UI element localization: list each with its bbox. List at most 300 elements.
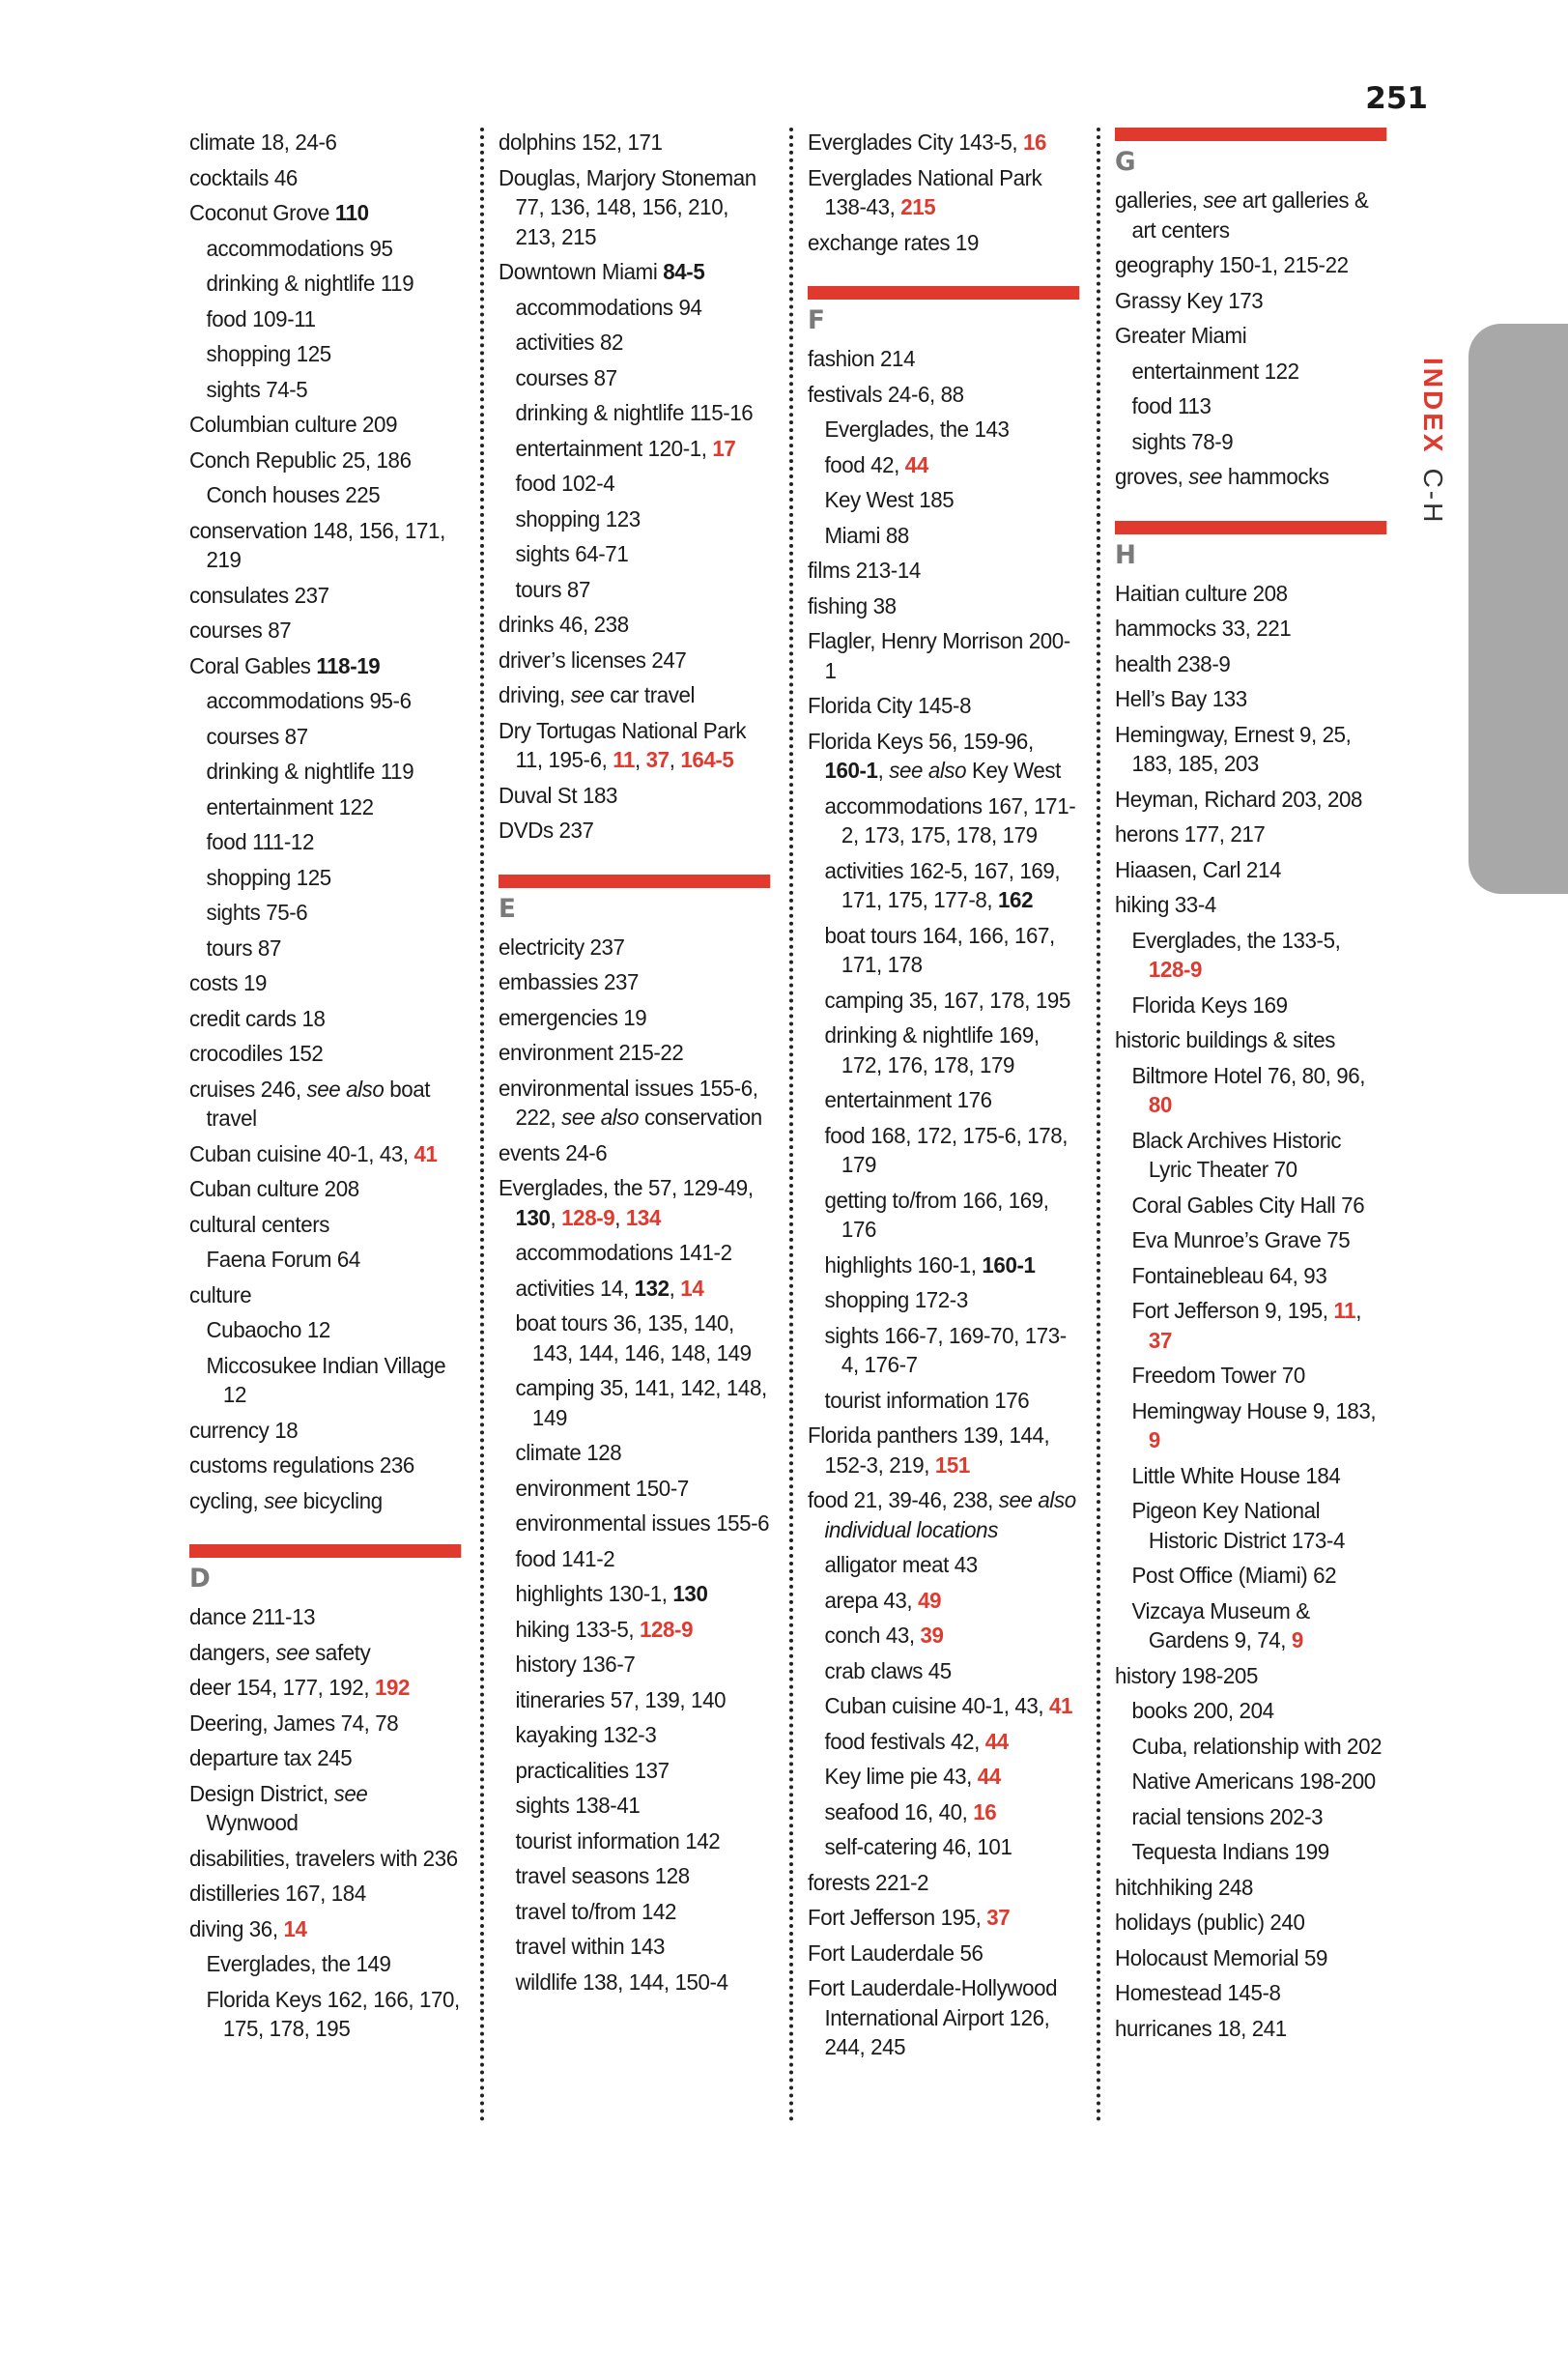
index-subentry xyxy=(189,934,461,963)
map-page-ref: 49 xyxy=(918,1587,942,1613)
index-entry xyxy=(1115,855,1386,885)
index-entry xyxy=(808,626,1079,685)
side-tab-range-text: C-H xyxy=(1418,468,1448,526)
index-column-2 xyxy=(499,128,770,2002)
entry-text: Douglas, Marjory Stoneman 77, 136, 148, 156, 210, 213, 215 xyxy=(499,164,756,249)
index-subentry xyxy=(499,1756,770,1786)
main-page-ref: 132 xyxy=(634,1275,670,1301)
entry-text: travel within 143 xyxy=(515,1934,666,1959)
index-entry xyxy=(189,1039,461,1069)
index-entry xyxy=(808,163,1079,222)
index-entry xyxy=(1115,684,1386,714)
entry-text: Dry Tortugas National Park 11, 195-6, xyxy=(499,717,747,772)
index-entry xyxy=(189,445,461,475)
index-subentry xyxy=(808,485,1079,515)
index-entry xyxy=(1115,614,1386,644)
entry-text: courses 87 xyxy=(189,618,292,643)
section-red-bar xyxy=(1115,128,1386,141)
entry-text: sights 74-5 xyxy=(206,376,308,402)
index-entry xyxy=(499,933,770,963)
map-page-ref: 128-9 xyxy=(561,1204,615,1230)
entry-text: diving 36, xyxy=(189,1915,284,1941)
entry-text: Coral Gables City Hall 76 xyxy=(1131,1192,1365,1218)
map-page-ref: 9 xyxy=(1291,1627,1303,1652)
entry-text: sights 78-9 xyxy=(1131,428,1234,454)
entry-text: see xyxy=(333,1780,368,1806)
entry-text: , xyxy=(550,1204,562,1230)
entry-text: courses 87 xyxy=(515,364,617,390)
entry-text: Biltmore Hotel 76, 80, 96, xyxy=(1131,1062,1366,1088)
index-subentry xyxy=(499,1308,770,1367)
index-subentry xyxy=(1115,1732,1386,1762)
index-entry xyxy=(499,1138,770,1168)
index-subentry xyxy=(189,375,461,405)
entry-text: Haitian culture 208 xyxy=(1115,580,1288,606)
map-page-ref: 11 xyxy=(1333,1298,1356,1323)
index-entry xyxy=(808,1868,1079,1898)
index-column-1 xyxy=(189,128,461,2050)
index-subentry xyxy=(189,1245,461,1275)
index-entry xyxy=(189,516,461,575)
entry-text: cocktails 46 xyxy=(189,164,298,190)
entry-text: galleries, xyxy=(1115,187,1204,213)
index-entry xyxy=(1115,186,1386,244)
index-subentry xyxy=(189,269,461,299)
index-subentry xyxy=(1115,1461,1386,1491)
entry-text: boat tours 36, 135, 140, 143, 144, 146, 148, 149 xyxy=(515,1310,752,1365)
map-page-ref: 134 xyxy=(625,1204,661,1230)
index-entry xyxy=(189,1779,461,1838)
main-page-ref: 130 xyxy=(672,1581,708,1606)
entry-text: festivals 24-6, 88 xyxy=(808,381,964,407)
main-page-ref: 162 xyxy=(998,887,1034,912)
entry-text: Holocaust Memorial 59 xyxy=(1115,1944,1328,1970)
index-section xyxy=(189,1544,461,2044)
entry-text: art galleries & art centers xyxy=(1131,187,1369,243)
entry-text: environmental issues 155-6, 222, xyxy=(499,1075,758,1130)
index-subentry xyxy=(808,415,1079,445)
entry-text: food festivals 42, xyxy=(824,1728,985,1754)
index-entry xyxy=(499,680,770,710)
entry-text: arepa 43, xyxy=(824,1587,919,1613)
entry-text: activities 14, xyxy=(515,1275,635,1301)
entry-text: cultural centers xyxy=(189,1211,330,1237)
entry-text: hitchhiking 248 xyxy=(1115,1874,1254,1900)
entry-text: Cubaocho 12 xyxy=(206,1317,330,1342)
index-entry xyxy=(189,1139,461,1169)
section-letter: H xyxy=(1115,539,1136,570)
entry-text: driver’s licenses 247 xyxy=(499,646,687,673)
index-entry xyxy=(1115,1908,1386,1938)
entry-text: Native Americans 198-200 xyxy=(1131,1768,1376,1794)
index-subentry xyxy=(189,757,461,787)
index-entry xyxy=(1115,579,1386,609)
index-entry xyxy=(499,1038,770,1068)
index-subentry xyxy=(1115,1296,1386,1355)
entry-text: Fort Lauderdale 56 xyxy=(808,1939,984,1966)
entry-text: climate 128 xyxy=(515,1440,622,1465)
index-entry xyxy=(189,1416,461,1446)
index-subentry xyxy=(808,1832,1079,1862)
entry-text: Conch Republic 25, 186 xyxy=(189,446,412,473)
entry-text: food 21, 39-46, 238, xyxy=(808,1487,999,1512)
main-page-ref: 160-1 xyxy=(982,1251,1036,1278)
entry-text: , xyxy=(877,758,890,783)
entry-text: bicycling xyxy=(297,1487,383,1513)
entry-text: Eva Munroe’s Grave 75 xyxy=(1131,1227,1351,1252)
index-entry xyxy=(1115,250,1386,280)
column-divider xyxy=(789,128,793,2123)
entry-text: Florida Keys 169 xyxy=(1131,991,1288,1018)
main-page-ref: 84-5 xyxy=(663,259,705,284)
entry-text: seafood 16, 40, xyxy=(824,1798,974,1824)
index-subentry xyxy=(499,1474,770,1504)
index-subentry xyxy=(808,521,1079,551)
entry-text: activities 82 xyxy=(515,330,623,355)
entry-text: consulates 237 xyxy=(189,582,329,608)
entry-text: Key West 185 xyxy=(824,487,955,512)
entry-text: sights 138-41 xyxy=(515,1793,641,1818)
index-subentry xyxy=(189,1351,461,1410)
index-entry xyxy=(189,1638,461,1668)
index-subentry xyxy=(1115,1126,1386,1185)
map-page-ref: 215 xyxy=(900,194,936,219)
map-page-ref: 44 xyxy=(984,1728,1009,1754)
entry-text: self-catering 46, 101 xyxy=(824,1834,1012,1859)
index-subentry xyxy=(499,1274,770,1304)
index-entry xyxy=(808,727,1079,786)
index-entry xyxy=(499,781,770,811)
entry-text: environment 215-22 xyxy=(499,1040,684,1065)
entry-text: , xyxy=(635,747,646,772)
index-subentry xyxy=(499,504,770,534)
entry-text: see xyxy=(275,1639,310,1665)
index-entry xyxy=(189,651,461,681)
page-number: 251 xyxy=(1365,81,1428,116)
map-page-ref: 44 xyxy=(977,1764,1001,1789)
column-divider xyxy=(480,128,484,2123)
index-subentry xyxy=(189,234,461,264)
entry-text: Post Office (Miami) 62 xyxy=(1131,1563,1337,1588)
entry-text: emergencies 19 xyxy=(499,1004,647,1030)
entry-text: driving, xyxy=(499,682,571,707)
entry-text: Everglades, the 133-5, xyxy=(1131,927,1341,953)
index-subentry xyxy=(808,856,1079,915)
entry-text: Hemingway, Ernest 9, 25, 183, 185, 203 xyxy=(1115,721,1352,776)
index-subentry xyxy=(1115,1261,1386,1291)
entry-text: crocodiles 152 xyxy=(189,1041,324,1066)
index-entry xyxy=(1115,286,1386,316)
index-entry xyxy=(808,1421,1079,1480)
index-entry xyxy=(189,1709,461,1738)
index-entry xyxy=(1115,2014,1386,2044)
index-entry xyxy=(499,163,770,252)
index-subentry xyxy=(189,1949,461,1979)
index-subentry xyxy=(1115,1225,1386,1255)
index-entry xyxy=(1115,321,1386,351)
index-subentry xyxy=(499,1968,770,1997)
index-subentry xyxy=(499,1544,770,1574)
entry-text: herons 177, 217 xyxy=(1115,821,1266,847)
entry-text: embassies 237 xyxy=(499,969,640,994)
entry-text: Hiaasen, Carl 214 xyxy=(1115,856,1281,882)
entry-text: sights 166-7, 169-70, 173-4, 176-7 xyxy=(824,1322,1067,1377)
index-section xyxy=(1115,521,1386,2044)
entry-text: climate 18, 24-6 xyxy=(189,129,337,155)
entry-text: boat tours 164, 166, 167, 171, 178 xyxy=(824,922,1055,977)
entry-text: accommodations 95-6 xyxy=(206,688,412,713)
index-subentry xyxy=(808,1085,1079,1115)
entry-text: car travel xyxy=(604,682,696,707)
entry-text: kayaking 132-3 xyxy=(515,1722,657,1747)
entry-text: , xyxy=(1355,1298,1362,1323)
index-subentry xyxy=(189,480,461,510)
index-entry xyxy=(189,410,461,440)
column-divider xyxy=(1097,128,1100,2123)
entry-text: Cuban cuisine 40-1, 43, xyxy=(189,1140,414,1166)
entry-text: conservation xyxy=(639,1105,762,1130)
entry-text: health 238-9 xyxy=(1115,650,1231,676)
entry-text: accommodations 141-2 xyxy=(515,1240,732,1265)
entry-text: Freedom Tower 70 xyxy=(1131,1363,1305,1388)
entry-text: boat travel xyxy=(206,1076,431,1131)
entry-text: activities 162-5, 167, 169, 171, 175, 177-8, xyxy=(824,857,1061,912)
entry-text: deer 154, 177, 192, xyxy=(189,1675,375,1700)
entry-text: Miccosukee Indian Village 12 xyxy=(206,1352,446,1407)
index-entry xyxy=(189,128,461,158)
section-red-bar xyxy=(808,286,1079,300)
index-subentry xyxy=(499,1861,770,1891)
index-section xyxy=(808,286,1079,2062)
map-page-ref: 164-5 xyxy=(680,747,734,772)
index-subentry xyxy=(808,450,1079,480)
index-entry xyxy=(499,610,770,640)
index-entry xyxy=(1115,649,1386,679)
map-page-ref: 37 xyxy=(645,747,670,772)
side-tab-index-text: INDEX xyxy=(1418,358,1448,455)
entry-text: wildlife 138, 144, 150-4 xyxy=(515,1968,728,1995)
entry-text: Fontainebleau 64, 93 xyxy=(1131,1262,1327,1288)
entry-text: Cuban culture 208 xyxy=(189,1176,359,1201)
entry-text: Everglades, the 149 xyxy=(206,1951,391,1976)
index-entry xyxy=(808,128,1079,158)
index-subentry xyxy=(189,1985,461,2044)
entry-text: Deering, James 74, 78 xyxy=(189,1710,399,1736)
entry-text: history 136-7 xyxy=(515,1652,636,1677)
index-subentry xyxy=(189,792,461,822)
entry-text: sights 75-6 xyxy=(206,900,308,925)
entry-text: Heyman, Richard 203, 208 xyxy=(1115,786,1363,812)
entry-text: historic buildings & sites xyxy=(1115,1027,1335,1052)
index-subentry xyxy=(499,1238,770,1268)
entry-text: Key lime pie 43, xyxy=(824,1764,978,1789)
entry-text: Everglades, the 57, 129-49, xyxy=(499,1175,754,1200)
entry-text: fashion 214 xyxy=(808,346,916,371)
entry-text: Florida Keys 162, 166, 170, 175, 178, 195 xyxy=(206,1986,460,2041)
entry-text: cycling, xyxy=(189,1487,265,1513)
entry-text: credit cards 18 xyxy=(189,1005,326,1031)
index-entry xyxy=(189,163,461,193)
entry-text: Key West xyxy=(966,758,1061,783)
map-page-ref: 128-9 xyxy=(1148,957,1203,982)
entry-text: see also xyxy=(889,758,967,783)
index-subentry xyxy=(499,1791,770,1821)
index-subentry xyxy=(808,1550,1079,1580)
entry-text: entertainment 122 xyxy=(206,793,374,819)
index-section xyxy=(499,128,770,846)
index-entry xyxy=(189,616,461,646)
entry-text: Black Archives Historic Lyric Theater 70 xyxy=(1131,1127,1342,1182)
entry-text: see xyxy=(264,1487,298,1513)
index-subentry xyxy=(189,1315,461,1345)
index-subentry xyxy=(499,1826,770,1856)
entry-text: , xyxy=(669,1275,681,1301)
map-page-ref: 9 xyxy=(1148,1427,1160,1452)
index-subentry xyxy=(189,863,461,893)
index-entry xyxy=(1115,1873,1386,1903)
map-page-ref: 128-9 xyxy=(639,1616,694,1642)
main-page-ref: 160-1 xyxy=(824,758,878,783)
map-page-ref: 16 xyxy=(973,1798,997,1824)
index-subentry xyxy=(499,539,770,569)
index-subentry xyxy=(808,1321,1079,1380)
entry-text: electricity 237 xyxy=(499,934,625,960)
index-subentry xyxy=(499,1650,770,1680)
entry-text: disabilities, travelers with 236 xyxy=(189,1845,458,1871)
section-letter: D xyxy=(189,1564,211,1594)
index-subentry xyxy=(808,1621,1079,1651)
entry-text: dolphins 152, 171 xyxy=(499,129,663,155)
entry-text: environmental issues 155-6 xyxy=(515,1510,770,1536)
index-subentry xyxy=(499,293,770,323)
index-side-tab xyxy=(1468,324,1568,894)
entry-text: Grassy Key 173 xyxy=(1115,287,1264,313)
entry-text: see also xyxy=(561,1105,640,1130)
entry-text: forests 221-2 xyxy=(808,1869,929,1895)
entry-text: , xyxy=(614,1204,626,1230)
entry-text: Tequesta Indians 199 xyxy=(1131,1839,1329,1864)
map-page-ref: 41 xyxy=(1049,1693,1073,1718)
entry-text: travel seasons 128 xyxy=(515,1863,690,1888)
index-entry xyxy=(808,591,1079,621)
entry-text: travel to/from 142 xyxy=(515,1898,677,1924)
index-subentry xyxy=(1115,1061,1386,1120)
index-subentry xyxy=(808,1691,1079,1721)
index-section xyxy=(499,875,770,1997)
entry-text: distilleries 167, 184 xyxy=(189,1881,366,1906)
index-subentry xyxy=(189,686,461,716)
entry-text: hammocks xyxy=(1222,464,1329,489)
index-subentry xyxy=(499,1615,770,1645)
entry-text: Homestead 145-8 xyxy=(1115,1980,1281,2005)
entry-text: Wynwood xyxy=(206,1810,299,1835)
index-entry xyxy=(499,816,770,846)
entry-text: Vizcaya Museum & Gardens 9, 74, xyxy=(1131,1597,1310,1652)
index-subentry xyxy=(189,304,461,334)
index-subentry xyxy=(499,575,770,605)
entry-text: food 42, xyxy=(824,451,905,477)
index-subentry xyxy=(1115,1561,1386,1591)
index-subentry xyxy=(1115,1696,1386,1726)
index-subentry xyxy=(189,722,461,752)
entry-text: Miami 88 xyxy=(824,522,909,548)
map-page-ref: 192 xyxy=(374,1675,411,1700)
index-subentry xyxy=(499,328,770,358)
index-subentry xyxy=(808,1186,1079,1245)
index-entry xyxy=(189,198,461,228)
index-subentry xyxy=(1115,1496,1386,1555)
index-entry xyxy=(1115,720,1386,779)
entry-text: accommodations 167, 171-2, 173, 175, 178, 179 xyxy=(824,792,1076,848)
index-subentry xyxy=(189,827,461,857)
entry-text: practicalities 137 xyxy=(515,1757,670,1783)
entry-text: Fort Jefferson 9, 195, xyxy=(1131,1298,1334,1323)
index-subentry xyxy=(1115,1802,1386,1832)
entry-text: tours 87 xyxy=(515,576,590,602)
map-page-ref: 14 xyxy=(680,1275,704,1301)
index-subentry xyxy=(499,1508,770,1538)
section-letter: F xyxy=(808,305,825,335)
index-entry xyxy=(189,968,461,998)
entry-text: Fort Jefferson 195, xyxy=(808,1905,987,1930)
index-entry xyxy=(499,1074,770,1133)
map-page-ref: 44 xyxy=(904,451,928,477)
entry-text: food 102-4 xyxy=(515,471,615,496)
map-page-ref: 37 xyxy=(986,1905,1011,1930)
section-red-bar xyxy=(189,1544,461,1558)
entry-text: tourist information 142 xyxy=(515,1827,721,1853)
index-subentry xyxy=(1115,427,1386,457)
map-page-ref: 37 xyxy=(1148,1327,1172,1353)
index-subentry xyxy=(808,1250,1079,1280)
index-subentry xyxy=(499,1897,770,1927)
side-tab-label xyxy=(1417,358,1448,525)
entry-text: see also xyxy=(306,1076,385,1102)
index-subentry xyxy=(808,1586,1079,1616)
entry-text: Florida Keys 56, 159-96, xyxy=(808,728,1034,754)
index-entry xyxy=(1115,819,1386,849)
map-page-ref: 14 xyxy=(283,1915,307,1941)
index-entry xyxy=(189,1844,461,1874)
entry-text: , xyxy=(669,747,681,772)
index-subentry xyxy=(808,921,1079,980)
index-entry xyxy=(189,1486,461,1516)
entry-text: fishing 38 xyxy=(808,592,897,618)
entry-text: see xyxy=(570,682,605,707)
section-letter: E xyxy=(499,893,516,924)
entry-text: hurricanes 18, 241 xyxy=(1115,2015,1287,2041)
entry-text: exchange rates 19 xyxy=(808,229,979,255)
entry-text: Everglades, the 143 xyxy=(824,417,1010,442)
entry-text: crab claws 45 xyxy=(824,1657,952,1683)
index-entry xyxy=(189,1280,461,1310)
main-page-ref: 118-19 xyxy=(316,652,381,678)
index-entry xyxy=(189,1075,461,1134)
index-entry xyxy=(499,967,770,997)
entry-text: holidays (public) 240 xyxy=(1115,1910,1305,1935)
entry-text: Cuban cuisine 40-1, 43, xyxy=(824,1693,1050,1718)
index-subentry xyxy=(808,1020,1079,1079)
entry-text: Flagler, Henry Morrison 200-1 xyxy=(808,628,1070,683)
entry-text: cruises 246, xyxy=(189,1076,307,1102)
entry-text: getting to/from 166, 169, 176 xyxy=(824,1187,1049,1242)
index-entry xyxy=(1115,785,1386,815)
index-entry xyxy=(1115,1661,1386,1691)
entry-text: events 24-6 xyxy=(499,1139,608,1165)
entry-text: history 198-205 xyxy=(1115,1662,1258,1688)
entry-text: Greater Miami xyxy=(1115,323,1247,348)
entry-text: drinks 46, 238 xyxy=(499,612,629,637)
